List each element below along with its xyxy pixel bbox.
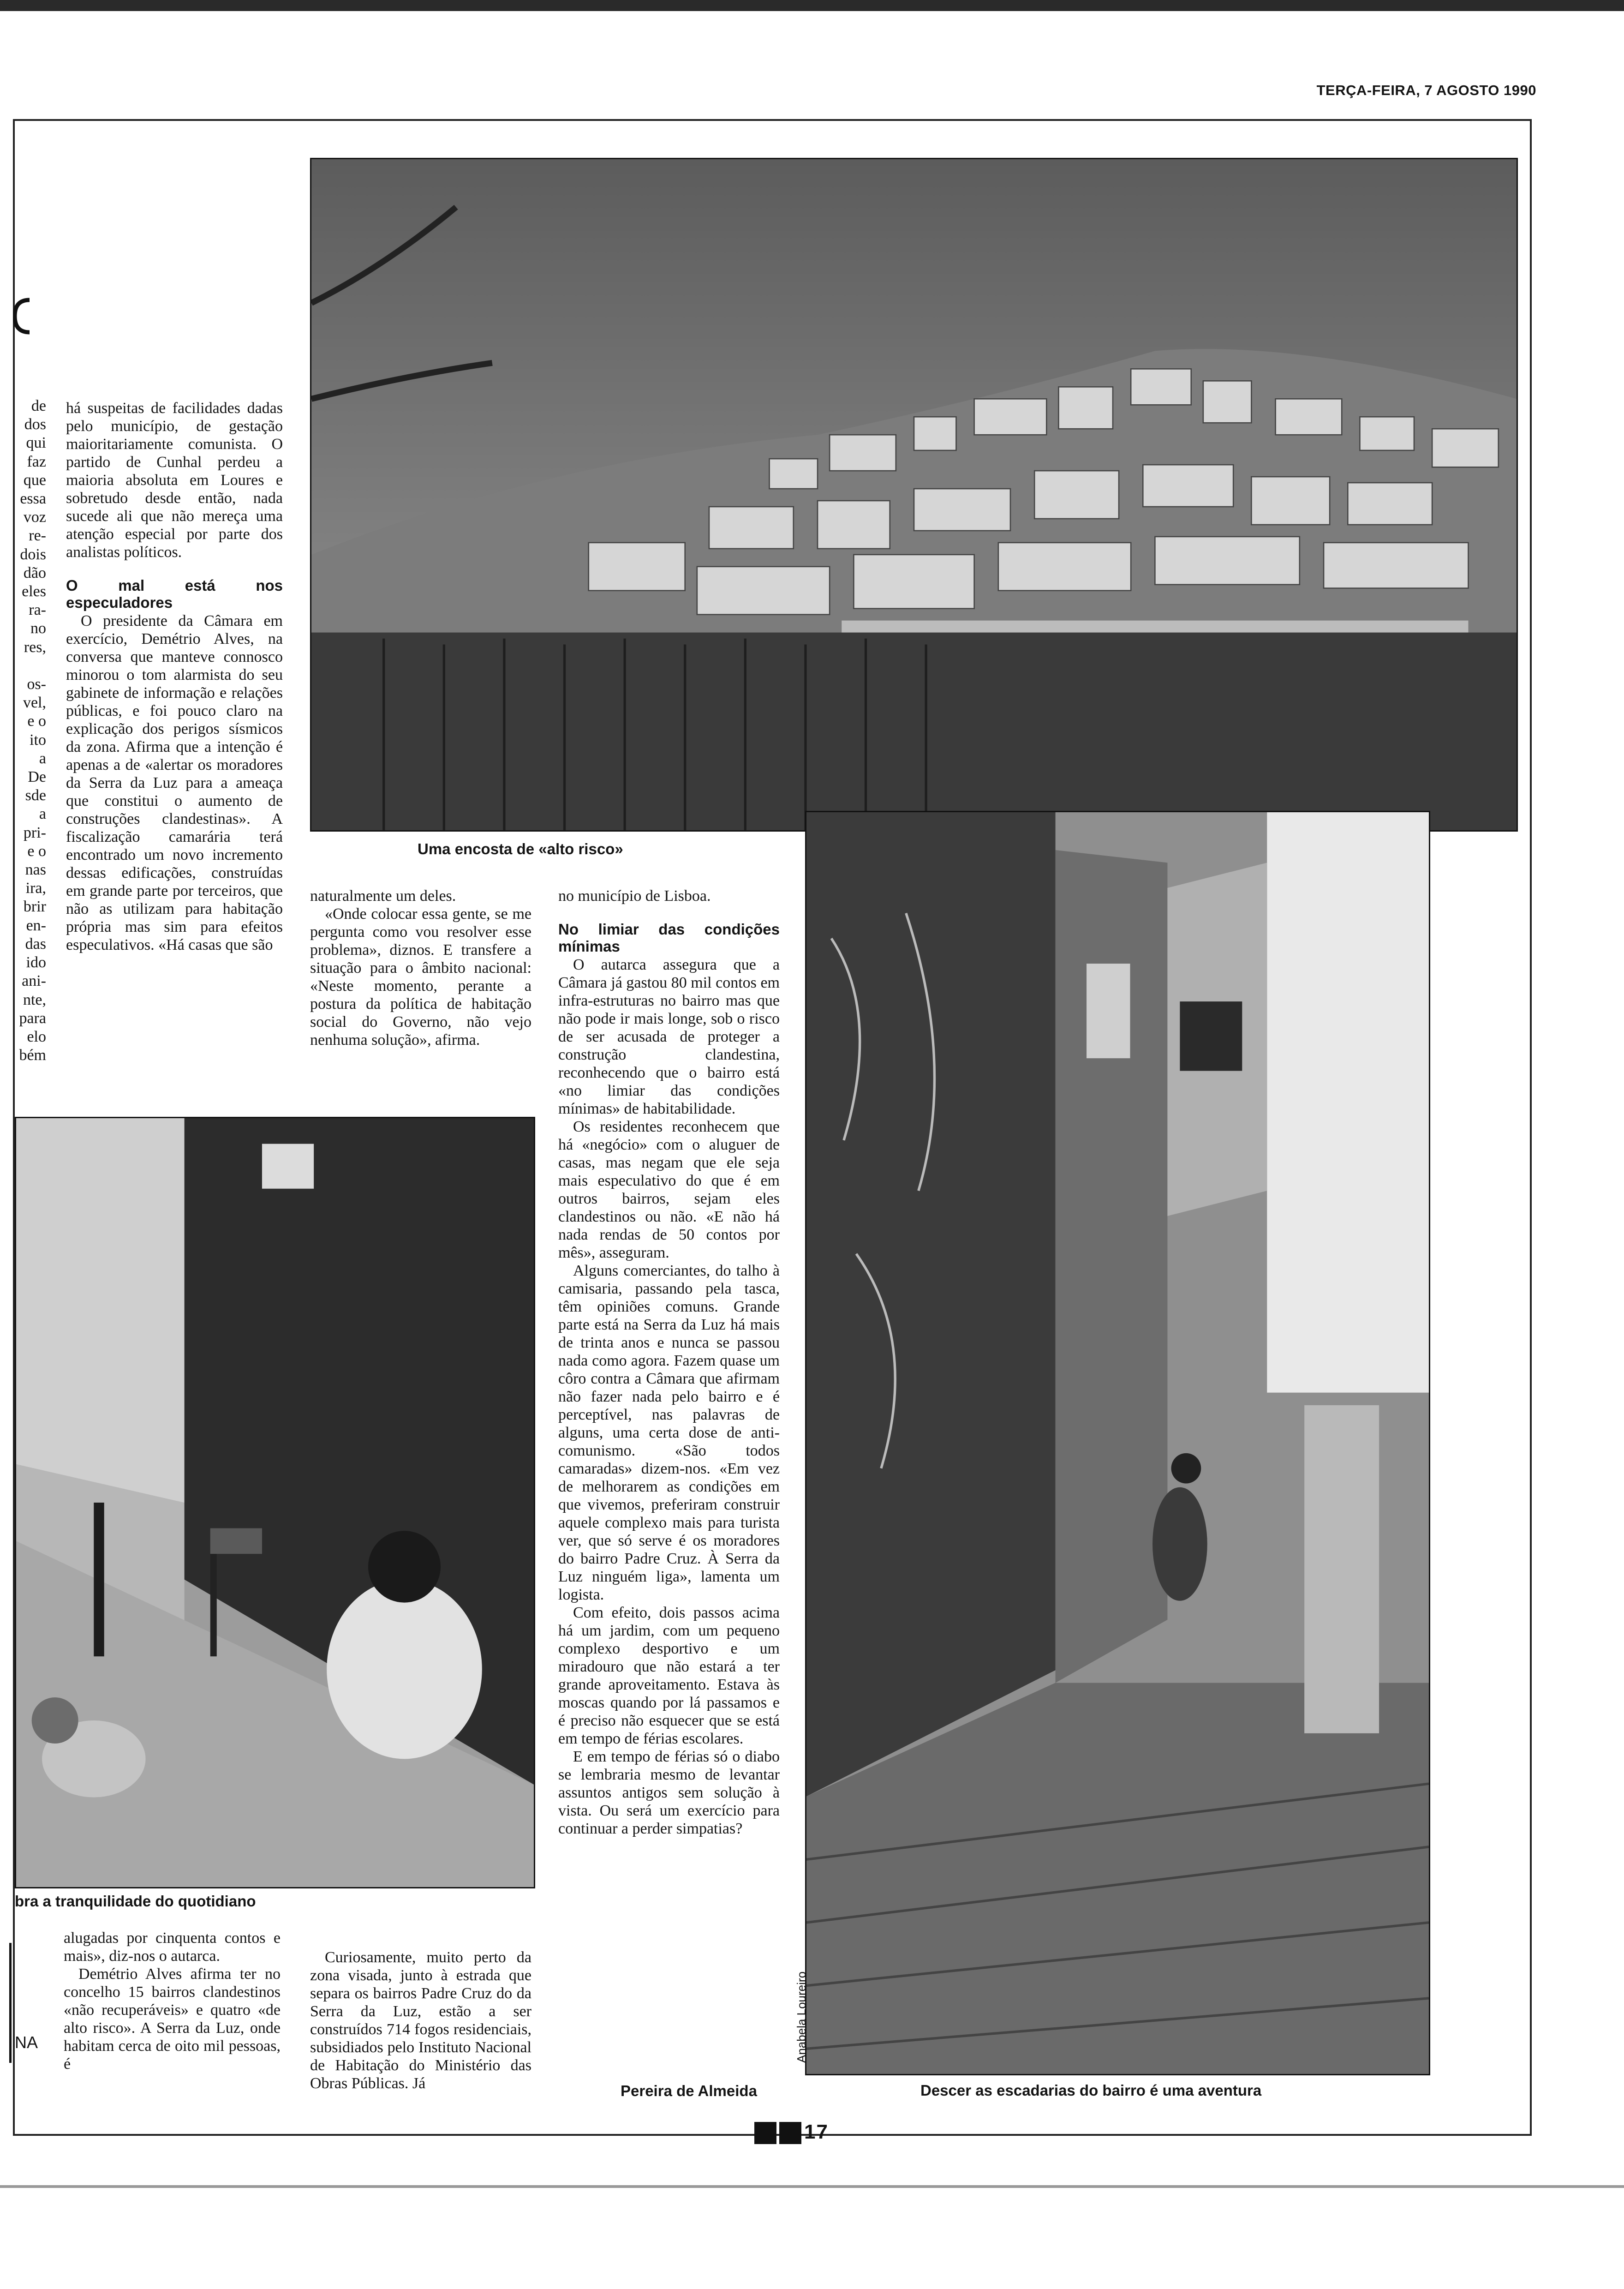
edge-word: bém bbox=[19, 1047, 46, 1064]
top-rule bbox=[0, 0, 1624, 11]
left-edge-fragment: NA bbox=[15, 2033, 38, 2052]
page-number: 17 bbox=[804, 2121, 829, 2143]
edge-word: no bbox=[30, 620, 46, 637]
edge-word: pri- bbox=[23, 824, 46, 841]
edge-word: ani- bbox=[22, 972, 46, 990]
column-3 bbox=[558, 887, 780, 1838]
edge-word: elo bbox=[27, 1028, 46, 1045]
edge-word: os- bbox=[27, 676, 46, 693]
cropped-headline-fragment bbox=[13, 295, 31, 337]
edge-word: De bbox=[28, 768, 46, 786]
edge-word: e o bbox=[27, 842, 46, 860]
bottom-rule bbox=[0, 2185, 1624, 2188]
author-byline: Pereira de Almeida bbox=[621, 2082, 757, 2099]
page-date: TERÇA-FEIRA, 7 AGOSTO 1990 bbox=[1316, 82, 1536, 98]
stairs-photo bbox=[805, 811, 1430, 2075]
edge-word: dos bbox=[24, 416, 46, 433]
edge-word: a bbox=[39, 749, 46, 767]
column-1-intro: há suspeitas de facilidades dadas pelo município, de gestação maioritariamente comunista. O partido de Cunhal perdeu a maioria absoluta em Loures e sobretudo desde então, nada sucede ali que não mereça uma atenção especial por parte dos analistas políticos. bbox=[66, 400, 283, 561]
edge-word: res, bbox=[24, 638, 46, 656]
edge-word: ra- bbox=[29, 601, 46, 619]
logo-icon-2 bbox=[779, 2122, 801, 2144]
column-2-top bbox=[310, 887, 531, 1049]
edge-word: faz bbox=[27, 453, 46, 470]
column-3-p5: E em tempo de férias só o diabo se lembraria mesmo de levantar assuntos antigos sem solução à vista. Ou será um exercício para continuar a perder simpatias? bbox=[558, 1748, 780, 1837]
column-2-intro: naturalmente um deles. bbox=[310, 887, 456, 905]
edge-word: e o bbox=[27, 713, 46, 730]
edge-word: sde bbox=[25, 787, 46, 804]
caption-stairs: Descer as escadarias do bairro é uma aventura bbox=[920, 2082, 1262, 2099]
photo-credit: Anabela Loureiro bbox=[794, 1971, 808, 2063]
edge-word: dois bbox=[20, 545, 46, 563]
edge-word: re- bbox=[29, 527, 46, 545]
edge-word: dão bbox=[23, 564, 46, 581]
page-folio bbox=[754, 2121, 829, 2144]
column-2-bottom-p1: Curiosamente, muito perto da zona visada, junto à estrada que separa os bairros Padre Cruz do da Serra da Luz, estão a ser construídos 714 fogos residenciais, subsidiados pelo Instituto Nacional de Habitação do Ministério das Obras Públicas. Já bbox=[310, 1949, 531, 2092]
edge-word: ito bbox=[30, 731, 46, 749]
edge-word: para bbox=[19, 1009, 46, 1027]
edge-word: ira, bbox=[25, 880, 46, 897]
column-2-body: «Onde colocar essa gente, se me pergunta como vou resolver esse problema», diznos. E transfere a situação para o âmbito nacional: «Neste momento, perante a postura da política de habitação social do Governo, não vejo nenhuma solução», afirma. bbox=[310, 905, 531, 1049]
column-3-p2: Os residentes reconhecem que há «negócio» com o aluguer de casas, mas negam que ele seja mais especulativo do que é em outros bairros, sejam eles clandestinos ou não. «E não há nada rendas de 50 contos por mês», asseguram. bbox=[558, 1118, 780, 1261]
edge-word: vel, bbox=[23, 694, 46, 712]
logo-icon bbox=[754, 2122, 776, 2144]
edge-word: nte, bbox=[23, 991, 46, 1008]
caption-courtyard: bra a tranquilidade do quotidiano bbox=[15, 1893, 256, 1910]
edge-word: nas bbox=[25, 861, 46, 879]
subhead-especuladores: O mal está nos especuladores bbox=[66, 577, 283, 611]
edge-word: essa bbox=[20, 490, 46, 508]
column-3-p4: Com efeito, dois passos acima há um jardim, com um pequeno complexo desportivo e um miradouro que não estará a ter grande aproveitamento. Estava às moscas quando por lá passamos e é preciso não esquecer que se está em tempo de férias escolares. bbox=[558, 1604, 780, 1747]
column-3-p3: Alguns comerciantes, do talho à camisaria, passando pela tasca, têm opiniões comuns. Grande parte está na Serra da Luz há mais de trinta anos e nunca se passou nada como agora. Fazem quase um côro contra a Câmara que afirmam não fazer nada pelo bairro e é perceptível, nas palavras de alguns, uma certa dose de anti-comunismo. «São todos camaradas» dizem-nos. «Em vez de melhorarem as condições em que vivemos, preferiram construir aquele complexo mais para turista ver, que só serve é os moradores do bairro Padre Cruz. À Serra da Luz ninguém liga», lamenta um logista. bbox=[558, 1262, 780, 1603]
edge-word-column bbox=[14, 397, 46, 1065]
column-1 bbox=[66, 399, 283, 954]
column-1-bottom-p2: Demétrio Alves afirma ter no concelho 15 bairros clandestinos «não recuperáveis» e quatro «de alto risco». A Serra da Luz, onde habitam cerca de oito mil pessoas, é bbox=[64, 1965, 281, 2073]
edge-word: brir bbox=[23, 898, 46, 916]
edge-word: eles bbox=[22, 583, 46, 600]
edge-word: a bbox=[39, 805, 46, 823]
edge-word: qui bbox=[26, 434, 46, 452]
column-2-bottom bbox=[310, 1948, 531, 2092]
edge-word: que bbox=[23, 471, 46, 489]
courtyard-photo bbox=[15, 1117, 535, 1888]
edge-word bbox=[14, 657, 46, 675]
column-1-bottom-p1: alugadas por cinquenta contos e mais», diz-nos o autarca. bbox=[64, 1929, 281, 1965]
caption-hillside: Uma encosta de «alto risco» bbox=[418, 840, 623, 857]
column-1-bottom bbox=[64, 1929, 281, 2073]
edge-word: de bbox=[31, 397, 46, 414]
column-3-intro: no município de Lisboa. bbox=[558, 887, 711, 905]
hillside-photo bbox=[310, 158, 1518, 832]
edge-word: das bbox=[25, 935, 46, 953]
edge-word: ido bbox=[26, 954, 46, 971]
edge-word: en- bbox=[26, 917, 46, 934]
column-1-body: O presidente da Câmara em exercício, Demétrio Alves, na conversa que manteve connosco minorou o tom alarmista do seu gabinete de informação e relações públicas, e foi pouco claro na explicação dos perigos sísmicos da zona. Afirma que a intenção é apenas a de «alertar os moradores da Serra da Luz para a ameaça que constitui o aumento de construções clandestinas». A fiscalização camarária terá encontrado um novo incremento dessas edificações, construídas em grande parte por terceiros, que não as utilizam para habitação própria mas sim para efeitos especulativos. «Há casas que são bbox=[66, 612, 283, 953]
subhead-limiar: No limiar das condições mínimas bbox=[558, 921, 780, 955]
edge-word: voz bbox=[23, 509, 46, 526]
column-3-p1: O autarca assegura que a Câmara já gastou 80 mil contos em infra-estruturas no bairro mas que não pode ir mais longe, sob o risco de ser acusada de proteger a construção clandestina, reconhecendo que o bairro está «no limiar das condições mínimas» de habitabilidade. bbox=[558, 956, 780, 1117]
